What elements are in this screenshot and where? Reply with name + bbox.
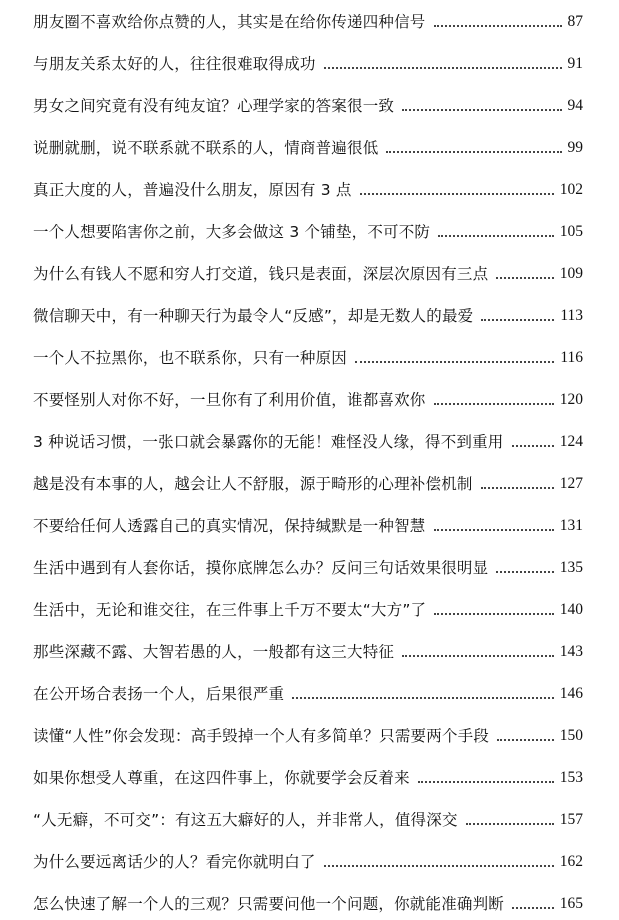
page-number: 157: [559, 811, 583, 828]
page-number: 153: [559, 769, 583, 786]
page-number: 102: [559, 181, 583, 198]
dot-leader: [438, 235, 554, 237]
entry-title: 怎么快速了解一个人的三观？只需要问他一个问题，你就能准确判断: [33, 895, 505, 913]
page-number: 94: [567, 97, 583, 114]
toc-entry[interactable]: [33, 808, 583, 832]
page-number: 87: [567, 13, 583, 30]
dot-leader: [292, 697, 554, 699]
dot-leader: [418, 781, 554, 783]
dot-leader: [496, 277, 553, 279]
toc-entry[interactable]: [33, 220, 583, 244]
entry-title: 不要给任何人透露自己的真实情况，保持缄默是一种智慧: [33, 517, 426, 535]
page-number: 124: [559, 433, 583, 450]
entry-title: 3 种说话习惯，一张口就会暴露你的无能！难怪没人缘，得不到重用: [33, 433, 504, 451]
entry-title: 真正大度的人，普遍没什么朋友，原因有 3 点: [33, 181, 352, 199]
entry-title: 为什么要远离话少的人？看完你就明白了: [33, 853, 316, 871]
page-number: 91: [567, 55, 583, 72]
page-number: 146: [559, 685, 583, 702]
dot-leader: [402, 655, 554, 657]
entry-title: 为什么有钱人不愿和穷人打交道，钱只是表面，深层次原因有三点: [33, 265, 489, 283]
page-number: 127: [559, 475, 583, 492]
page-number: 113: [560, 307, 583, 324]
toc-entry[interactable]: [33, 892, 583, 916]
toc-entry[interactable]: [33, 10, 583, 34]
toc-entry[interactable]: [33, 514, 583, 538]
dot-leader: [324, 865, 554, 867]
toc-entry[interactable]: [33, 598, 583, 622]
dot-leader: [512, 445, 554, 447]
page-number: 162: [559, 853, 583, 870]
entry-title: 生活中遇到有人套你话，摸你底牌怎么办？反问三句话效果很明显: [33, 559, 489, 577]
entry-title: 越是没有本事的人，越会让人不舒服，源于畸形的心理补偿机制: [33, 475, 473, 493]
entry-title: 不要怪别人对你不好，一旦你有了利用价值，谁都喜欢你: [33, 391, 426, 409]
entry-title: 男女之间究竟有没有纯友谊？心理学家的答案很一致: [33, 97, 395, 115]
entry-title: 一个人想要陷害你之前，大多会做这 3 个铺垫，不可不防: [33, 223, 431, 241]
page-number: 105: [559, 223, 583, 240]
entry-title: 生活中，无论和谁交往，在三件事上千万不要太“大方”了: [33, 601, 427, 619]
page-number: 120: [559, 391, 583, 408]
toc-entry[interactable]: [33, 346, 583, 370]
toc-entry[interactable]: [33, 388, 583, 412]
dot-leader: [355, 361, 554, 363]
page-number: 135: [559, 559, 583, 576]
dot-leader: [434, 613, 553, 615]
dot-leader: [481, 487, 554, 489]
entry-title: “人无癖，不可交”：有这五大癖好的人，并非常人，值得深交: [33, 811, 458, 829]
entry-title: 读懂“人性”你会发现：高手毁掉一个人有多简单？只需要两个手段: [33, 727, 490, 745]
entry-title: 说删就删，说不联系就不联系的人，情商普遍很低: [33, 139, 379, 157]
dot-leader: [434, 403, 554, 405]
entry-title: 如果你想受人尊重，在这四件事上，你就要学会反着来: [33, 769, 410, 787]
dot-leader: [466, 823, 554, 825]
dot-leader: [481, 319, 554, 321]
toc-entry[interactable]: [33, 640, 583, 664]
page-number: 109: [559, 265, 583, 282]
toc-entry[interactable]: [33, 556, 583, 580]
toc-entry[interactable]: [33, 262, 583, 286]
page-number: 131: [559, 517, 583, 534]
toc-entry[interactable]: [33, 766, 583, 790]
dot-leader: [360, 193, 554, 195]
entry-title: 那些深藏不露、大智若愚的人，一般都有这三大特征: [33, 643, 395, 661]
toc-entry[interactable]: [33, 850, 583, 874]
page-number: 150: [559, 727, 583, 744]
toc-entry[interactable]: [33, 682, 583, 706]
entry-title: 一个人不拉黑你，也不联系你，只有一种原因: [33, 349, 348, 367]
toc-entry[interactable]: [33, 472, 583, 496]
entry-title: 在公开场合表扬一个人，后果很严重: [33, 685, 285, 703]
page-number: 143: [559, 643, 583, 660]
page-number: 99: [567, 139, 583, 156]
dot-leader: [497, 739, 554, 741]
toc-entry[interactable]: [33, 724, 583, 748]
page-number: 165: [559, 895, 583, 912]
dot-leader: [324, 67, 562, 69]
dot-leader: [512, 907, 554, 909]
dot-leader: [402, 109, 561, 111]
toc-entry[interactable]: [33, 430, 583, 454]
dot-leader: [496, 571, 553, 573]
entry-title: 微信聊天中，有一种聊天行为最令人“反感”，却是无数人的最爱: [33, 307, 474, 325]
dot-leader: [434, 529, 554, 531]
entry-title: 朋友圈不喜欢给你点赞的人，其实是在给你传递四种信号: [33, 13, 426, 31]
page-number: 140: [559, 601, 583, 618]
entry-title: 与朋友关系太好的人，往往很难取得成功: [33, 55, 316, 73]
toc-entry[interactable]: [33, 94, 583, 118]
toc-entry[interactable]: [33, 136, 583, 160]
toc-entry[interactable]: [33, 304, 583, 328]
dot-leader: [434, 25, 562, 27]
dot-leader: [386, 151, 561, 153]
toc-entry[interactable]: [33, 52, 583, 76]
toc-entry[interactable]: [33, 178, 583, 202]
page-number: 116: [560, 349, 583, 366]
